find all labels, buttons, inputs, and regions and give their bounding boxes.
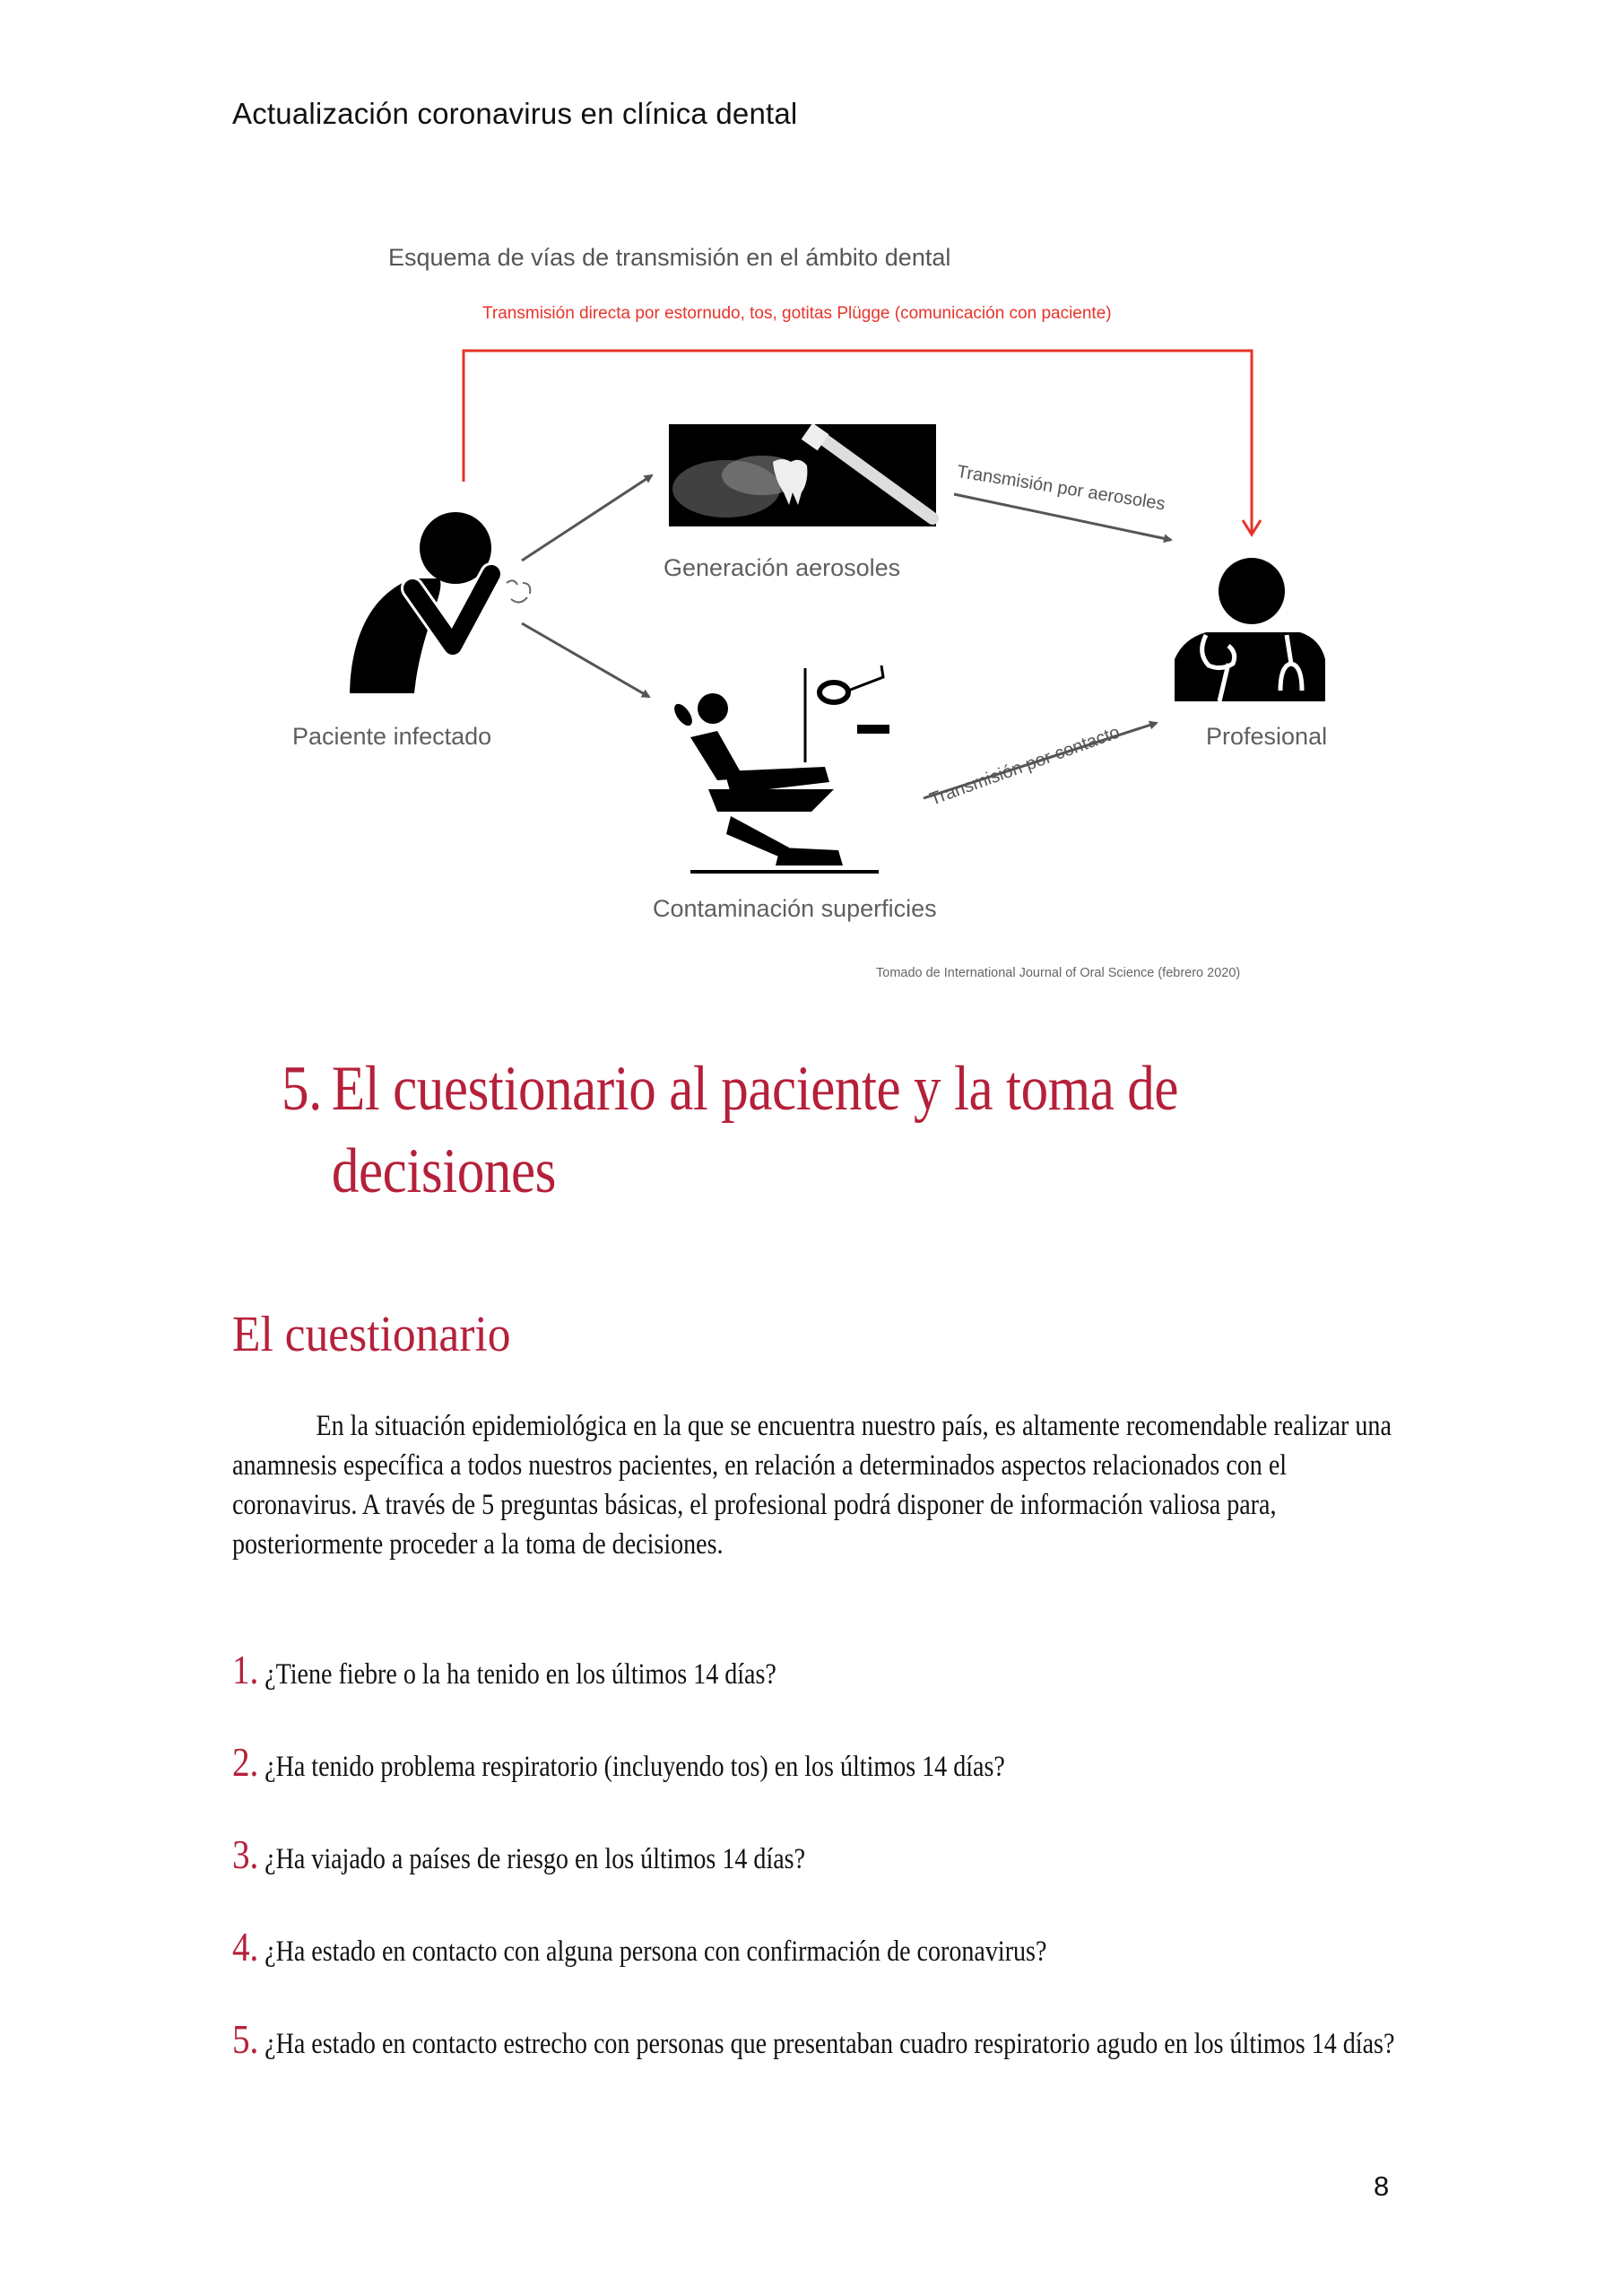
surfaces-label: Contaminación superficies bbox=[653, 895, 937, 922]
question-item bbox=[232, 1648, 1406, 1696]
doctor-icon bbox=[1175, 558, 1325, 701]
arrow-to-aerosols bbox=[522, 475, 652, 561]
diagram-graphics bbox=[0, 0, 1622, 1013]
section-title-line1: El cuestionario al paciente y la toma de bbox=[331, 1054, 1179, 1124]
question-number: 2. bbox=[232, 1739, 259, 1785]
question-text: ¿Tiene fiebre o la ha tenido en los últimos 14 días? bbox=[265, 1658, 776, 1691]
question-number: 4. bbox=[232, 1924, 259, 1970]
question-item bbox=[232, 1741, 1406, 1788]
section-title-line2: decisiones bbox=[331, 1136, 556, 1206]
question-item bbox=[232, 1833, 1406, 1881]
diagram-source: Tomado de International Journal of Oral Science (febrero 2020) bbox=[876, 966, 1241, 980]
aerosol-handpiece-image bbox=[669, 423, 936, 526]
patient-label: Paciente infectado bbox=[292, 723, 492, 750]
page-header-title: Actualización coronavirus en clínica dental bbox=[232, 97, 798, 130]
professional-label: Profesional bbox=[1206, 723, 1328, 750]
transmission-diagram bbox=[0, 0, 1622, 1013]
section-number: 5. bbox=[282, 1054, 322, 1124]
aerosol-transmission-label: Transmisión por aerosoles bbox=[955, 462, 1167, 515]
dental-chair-icon bbox=[671, 665, 889, 872]
question-text: ¿Ha viajado a países de riesgo en los últimos 14 días? bbox=[265, 1843, 806, 1875]
aerosols-label: Generación aerosoles bbox=[664, 554, 901, 581]
question-number: 3. bbox=[232, 1831, 259, 1877]
direct-transmission-label: Transmisión directa por estornudo, tos, gotitas Plügge (comunicación con paciente) bbox=[482, 304, 1112, 323]
question-item bbox=[232, 1926, 1406, 1973]
contact-transmission-label: Transmisión por contacto bbox=[927, 722, 1123, 810]
page-number: 8 bbox=[1374, 2170, 1390, 2202]
question-text: ¿Ha estado en contacto estrecho con personas que presentaban cuadro respiratorio agudo en los últimos 14 días? bbox=[265, 2028, 1395, 2060]
section-title bbox=[282, 1048, 1284, 1213]
intro-paragraph: En la situación epidemiológica en la que se encuentra nuestro país, es altamente recomendable realizar una anamnesis específica a todos nuestros pacientes, en relación a determinados aspectos relacionados con el coronavirus. A través de 5 preguntas básicas, el profesional podrá disponer de información valiosa para, posteriormente proceder a la toma de decisiones. bbox=[232, 1410, 1392, 1561]
question-number: 5. bbox=[232, 2016, 259, 2062]
subsection-title: El cuestionario bbox=[232, 1307, 511, 1362]
arrow-to-surfaces bbox=[522, 623, 649, 697]
diagram-title: Esquema de vías de transmisión en el ámbito dental bbox=[388, 244, 951, 271]
question-item bbox=[232, 2018, 1406, 2066]
question-number: 1. bbox=[232, 1647, 259, 1692]
question-text: ¿Ha tenido problema respiratorio (incluyendo tos) en los últimos 14 días? bbox=[265, 1751, 1005, 1783]
question-text: ¿Ha estado en contacto con alguna persona con confirmación de coronavirus? bbox=[265, 1935, 1047, 1968]
coughing-patient-icon bbox=[350, 512, 530, 693]
